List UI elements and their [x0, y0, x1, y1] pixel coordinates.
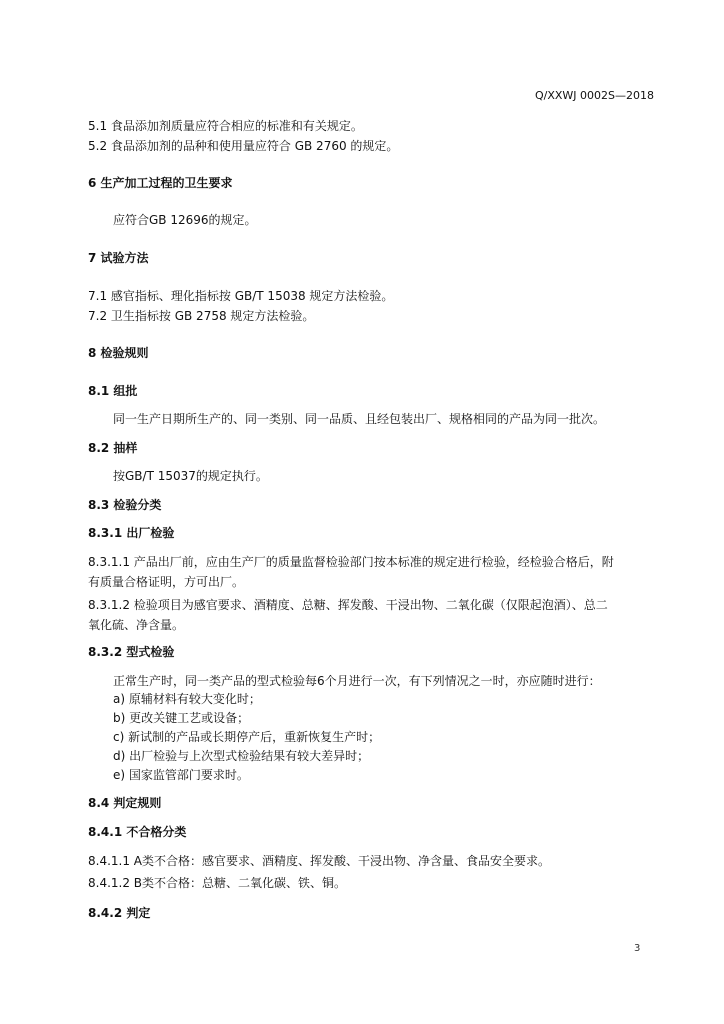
clause-8-3-2-heading: 8.3.2 型式检验: [88, 645, 175, 659]
list-item-e: e) 国家监管部门要求时。: [113, 768, 249, 782]
clause-8-2-body: 按GB/T 15037的规定执行。: [113, 469, 268, 483]
page-number: 3: [634, 943, 641, 954]
clause-8-2-heading: 8.2 抽样: [88, 441, 138, 455]
clause-7-2: 7.2 卫生指标按 GB 2758 规定方法检验。: [88, 309, 315, 323]
clause-8-3-1-2-line1: 8.3.1.2 检验项目为感官要求、酒精度、总糖、挥发酸、干浸出物、二氧化碳（仅限起泡酒）、总二: [88, 598, 608, 612]
clause-7-1: 7.1 感官指标、理化指标按 GB/T 15038 规定方法检验。: [88, 289, 394, 303]
clause-8-1-heading: 8.1 组批: [88, 384, 138, 398]
section-7-heading: 7 试验方法: [88, 251, 149, 265]
list-item-d: d) 出厂检验与上次型式检验结果有较大差异时；: [113, 749, 370, 763]
clause-8-3-1-1-line1: 8.3.1.1 产品出厂前，应由生产厂的质量监督检验部门按本标准的规定进行检验，经检验合格后，附: [88, 555, 614, 569]
clause-8-4-1-2: 8.4.1.2 B类不合格：总糖、二氧化碳、铁、铜。: [88, 876, 347, 890]
list-item-b: b) 更改关键工艺或设备；: [113, 711, 250, 725]
clause-8-3-1-heading: 8.3.1 出厂检验: [88, 526, 175, 540]
clause-8-4-heading: 8.4 判定规则: [88, 796, 162, 810]
clause-8-3-1-1-line2: 有质量合格证明，方可出厂。: [88, 575, 245, 589]
list-item-c: c) 新试制的产品或长期停产后，重新恢复生产时；: [113, 730, 381, 744]
clause-8-3-2-body: 正常生产时，同一类产品的型式检验每6个月进行一次，有下列情况之一时，亦应随时进行：: [113, 674, 601, 688]
list-item-a: a) 原辅材料有较大变化时；: [113, 692, 261, 706]
clause-5-1: 5.1 食品添加剂质量应符合相应的标准和有关规定。: [88, 119, 363, 133]
section-8-heading: 8 检验规则: [88, 346, 149, 360]
clause-8-4-2-heading: 8.4.2 判定: [88, 906, 151, 920]
clause-8-4-1-1: 8.4.1.1 A类不合格：感官要求、酒精度、挥发酸、干浸出物、净含量、食品安全要求。: [88, 854, 551, 868]
document-code-header: Q/XXWJ 0002S—2018: [534, 89, 654, 102]
clause-8-3-1-2-line2: 氧化硫、净含量。: [88, 618, 185, 632]
section-6-body: 应符合GB 12696的规定。: [113, 213, 257, 227]
clause-8-1-body: 同一生产日期所生产的、同一类别、同一品质、且经包装出厂、规格相同的产品为同一批次。: [113, 412, 606, 426]
clause-5-2: 5.2 食品添加剂的品种和使用量应符合 GB 2760 的规定。: [88, 139, 399, 153]
section-6-heading: 6 生产加工过程的卫生要求: [88, 176, 233, 190]
clause-8-4-1-heading: 8.4.1 不合格分类: [88, 825, 187, 839]
clause-8-3-heading: 8.3 检验分类: [88, 498, 162, 512]
